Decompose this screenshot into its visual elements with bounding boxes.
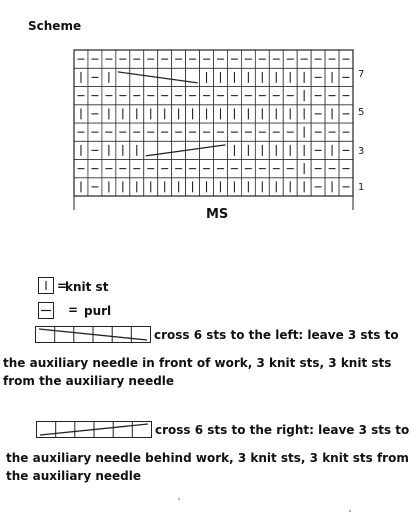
stray-dot bbox=[349, 510, 351, 512]
scheme-title: Scheme bbox=[28, 19, 82, 33]
chart-cell bbox=[116, 68, 130, 86]
chart-cell bbox=[158, 141, 172, 159]
legend-knit-equals: = bbox=[57, 279, 68, 293]
legend-cross-left-line2: the auxiliary needle in front of work, 3 knit sts, 3 knit sts bbox=[3, 356, 392, 370]
legend-cross-right-line3: the auxiliary needle bbox=[6, 469, 141, 483]
row-number-1: 1 bbox=[358, 182, 365, 193]
legend-purl-label: purl bbox=[84, 304, 112, 318]
stray-dot bbox=[178, 498, 180, 500]
chart-cell bbox=[172, 68, 186, 86]
chart-cell bbox=[130, 68, 144, 86]
legend-cross-right-symbol bbox=[36, 421, 152, 438]
chart-cell bbox=[200, 141, 214, 159]
pattern-label: MS bbox=[206, 207, 229, 222]
legend-knit-symbol bbox=[38, 277, 54, 294]
legend-knit-label: knit st bbox=[65, 280, 109, 294]
row-number-5: 5 bbox=[358, 107, 365, 118]
legend-purl-symbol bbox=[38, 302, 54, 319]
row-number-7: 7 bbox=[358, 69, 365, 80]
legend-cross-left-line3: from the auxiliary needle bbox=[3, 374, 175, 388]
legend-cross-right-line1: cross 6 sts to the right: leave 3 sts to bbox=[155, 423, 410, 437]
chart-cell bbox=[214, 141, 228, 159]
legend-cross-left-line1: cross 6 sts to the left: leave 3 sts to bbox=[154, 328, 399, 342]
legend-cross-right-line2: the auxiliary needle behind work, 3 knit sts, 3 knit sts from bbox=[6, 451, 409, 465]
legend-purl-equals: = bbox=[68, 303, 79, 317]
legend-cross-left-symbol bbox=[35, 326, 151, 343]
chart-cell bbox=[186, 68, 200, 86]
chart-cell bbox=[144, 141, 158, 159]
row-number-3: 3 bbox=[358, 146, 365, 157]
